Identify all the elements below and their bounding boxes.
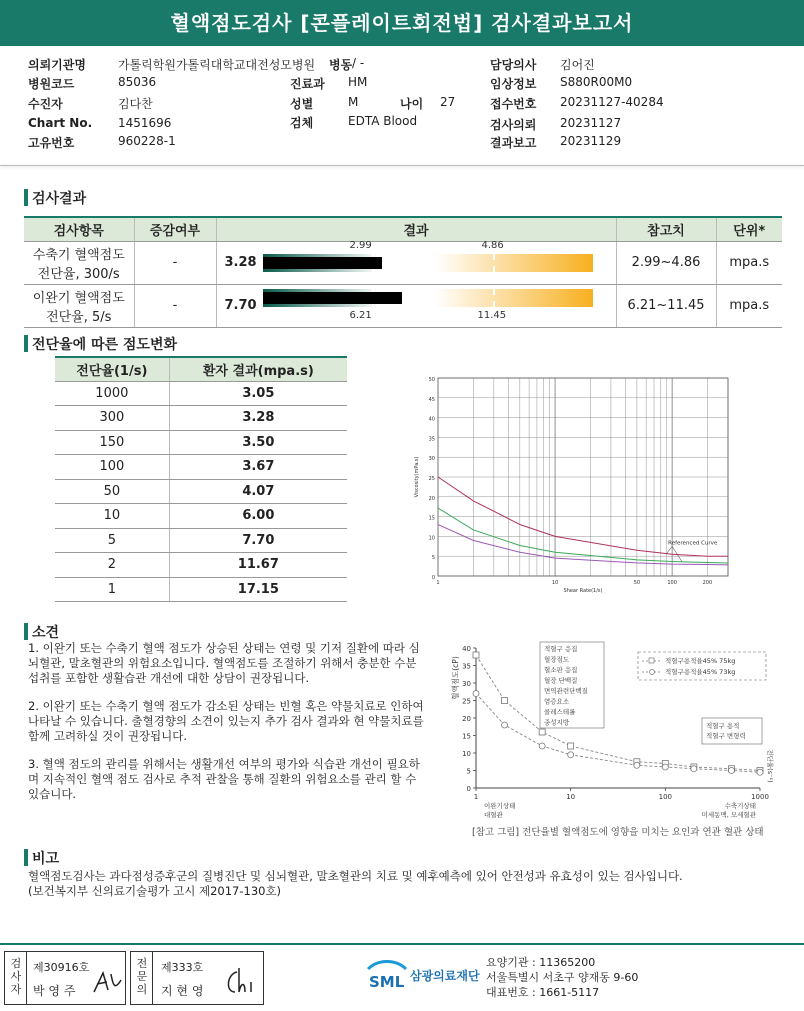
shear-table (55, 356, 347, 602)
org-contact (486, 955, 638, 1000)
unit: mpa.s (716, 284, 782, 327)
institution-label: 의뢰기관명 (28, 58, 86, 72)
factor-up-label: 혈장 단백질 (544, 676, 578, 685)
data-point (568, 752, 574, 758)
shear-rate: 10 (55, 504, 169, 529)
expert-name: 지 현 영 (161, 984, 204, 998)
y-tick-label: 5 (466, 767, 471, 776)
change-flag: - (134, 241, 216, 284)
shear-value: 11.67 (169, 553, 347, 578)
result-bar (217, 285, 616, 327)
x-right-label: 미세동맥, 모세혈관 (701, 811, 756, 819)
request-label: 검사의뢰 (490, 118, 537, 132)
sml-logo-icon (366, 957, 408, 991)
x-tick-label: 1000 (751, 793, 769, 801)
legend-marker (650, 670, 655, 675)
note-section-title: 비고 (24, 848, 59, 868)
result-fill (263, 257, 382, 269)
expert-box (130, 951, 264, 1005)
x-tick-label: 100 (667, 580, 677, 586)
data-point (757, 769, 763, 775)
y-tick-label: 10 (462, 750, 471, 758)
result-bar (217, 239, 616, 284)
y-tick-label: 0 (431, 575, 435, 581)
doctor-value: 김어진 (560, 58, 595, 72)
y-tick-label: 20 (428, 495, 435, 502)
uid-label: 고유번호 (28, 136, 75, 150)
note-line-1: 혈액점도검사는 과다점성증후군의 질병진단 및 심뇌혈관, 말초혈관의 치료 및 예후예측에 있어 안전성과 유효성이 있는 검사입니다. (28, 869, 683, 883)
factor-up-label: 면역관련단백질 (544, 687, 588, 695)
remark-2: 2. 이완기 또는 수축기 혈액 점도가 감소된 상태는 빈혈 혹은 약물치료로 인하여 나타날 수 있습니다. 출혈경향의 소견이 있는지 추가 검사 결과와 현 약물치료를 함께 고려하실 것이 권장됩니다. (28, 699, 424, 743)
table-row (55, 553, 347, 578)
y-tick-label: 25 (428, 476, 435, 482)
data-point (473, 652, 479, 658)
factor-up-label: 혈장점도 (544, 655, 570, 664)
table-row (24, 241, 782, 284)
x-tick-label: 10 (566, 793, 576, 801)
test-name: 수축기 혈액점도 (32, 247, 125, 263)
tester-no: 제30916호 (33, 961, 90, 974)
x-tick-label: 200 (702, 580, 713, 586)
y-axis-right-label: 전단율(s⁻¹) (766, 749, 774, 783)
y-tick-label: 10 (428, 535, 435, 542)
result-fill (263, 292, 402, 304)
x-left-label: 대혈관 (484, 811, 503, 819)
report-date-value: 20231129 (560, 134, 622, 148)
results-header: 증감여부 (134, 217, 216, 241)
viscosity-curve-chart (410, 372, 740, 597)
report-date-label: 결과보고 (490, 136, 537, 150)
factor-up-label: 혈소판 응집 (544, 666, 578, 674)
result-value: 7.70 (224, 297, 257, 313)
table-row (55, 577, 347, 602)
shear-header: 전단율(1/s) (55, 357, 169, 381)
legend-label: 적혈구용적율45% 75kg (665, 657, 736, 665)
sex-label: 성별 (290, 97, 314, 111)
results-header: 단위* (716, 217, 782, 241)
shear-value: 3.05 (169, 381, 347, 406)
table-row (24, 284, 782, 327)
legend-marker (649, 658, 654, 663)
y-tick-label: 30 (428, 456, 435, 463)
factor-down-label: 적혈구 용적 (706, 722, 740, 730)
ref-low-tick: 6.21 (349, 309, 372, 321)
shear-rate: 1 (55, 577, 169, 602)
shear-value: 3.50 (169, 430, 347, 455)
specimen-label: 검체 (290, 116, 314, 130)
factor-up-label: 콜레스테롤 (544, 708, 576, 716)
x-right-label: 수축기상태 (724, 802, 756, 810)
data-point (473, 691, 479, 697)
remarks-text (28, 641, 428, 815)
x-axis-label: Shear Rate(1/s) (563, 588, 603, 594)
y-tick-label: 35 (462, 662, 471, 671)
tester-label: 검사자 (10, 957, 22, 996)
data-point (729, 768, 735, 774)
reference-figure-chart (440, 638, 780, 838)
data-point (539, 743, 545, 749)
y-axis-label: 혈액점도(cP) (451, 656, 460, 700)
factor-up-label: 적혈구 응집 (544, 645, 578, 653)
data-point (539, 729, 545, 735)
y-tick-label: 0 (466, 785, 471, 793)
shear-value: 3.67 (169, 455, 347, 480)
shear-value: 7.70 (169, 528, 347, 553)
table-row (55, 528, 347, 553)
y-tick-label: 35 (428, 436, 435, 443)
x-left-label: 이완기상태 (484, 802, 516, 810)
age-label: 나이 (400, 97, 424, 111)
y-axis-label: Viscosity(mPa.s) (414, 456, 420, 498)
x-tick-label: 1 (473, 793, 479, 801)
x-tick-label: 1 (436, 580, 440, 586)
patient-label: 수진자 (28, 97, 63, 111)
expert-label-cell (131, 952, 153, 1004)
unit: mpa.s (716, 241, 782, 284)
y-tick-label: 5 (431, 555, 435, 562)
shear-rate: 300 (55, 406, 169, 431)
tester-box (4, 951, 126, 1005)
shear-rate: 150 (55, 430, 169, 455)
report-title: 혈액점도검사 [콘플레이트회전법] 검사결과보고서 (0, 0, 804, 46)
change-flag: - (134, 284, 216, 327)
ref-high-tick: 4.86 (481, 239, 504, 251)
x-tick-label: 10 (551, 580, 559, 586)
care-code: 요양기관 : 11365200 (486, 956, 596, 969)
factor-up-label: 염증요소 (544, 697, 570, 706)
remark-3: 3. 혈액 점도의 관리를 위해서는 생활개선 여부의 평가와 식습관 개선이 필요하며 지속적인 혈액 점도 검사로 추적 관찰을 통해 질환의 위험요소를 관리 할 수 있습니다. (28, 757, 420, 801)
ward-label: 병동 (329, 58, 353, 72)
shear-rate: 100 (55, 455, 169, 480)
hospital-code-value: 85036 (118, 75, 157, 89)
receipt-value: 20231127-40284 (560, 95, 664, 109)
shear-value: 6.00 (169, 504, 347, 529)
tester-label-cell (5, 952, 27, 1004)
org-name: 삼광의료재단 (410, 969, 480, 983)
y-tick-label: 25 (462, 697, 471, 706)
ref-high-line (493, 254, 495, 272)
result-value: 3.28 (224, 254, 257, 270)
institution-value: 가톨릭학원가톨릭대학교대전성모병원 (118, 58, 316, 72)
shear-rate: 50 (55, 479, 169, 504)
org-phone: 대표번호 : 1661-5117 (486, 986, 600, 999)
divider (0, 165, 804, 166)
tester-name: 박 영 주 (33, 984, 76, 998)
footer (0, 943, 804, 1011)
test-subname: 전단율, 300/s (37, 266, 120, 282)
results-header: 검사항목 (24, 217, 134, 241)
y-tick-label: 40 (462, 645, 471, 653)
doctor-label: 담당의사 (490, 58, 537, 72)
dept-value: HM (348, 75, 368, 89)
table-row (55, 406, 347, 431)
results-header: 결과 (216, 217, 616, 241)
note-text (28, 869, 683, 899)
patient-value: 김다찬 (118, 97, 153, 111)
remark-1: 1. 이완기 또는 수축기 혈액 점도가 상승된 상태는 연령 및 기저 질환에 따라 심뇌혈관, 말초혈관의 위험요소입니다. 혈액점도를 조절하기 위해서 충분한 수분 섭취를 포함한 생활습관 개선에 대한 상담이 권장됩니다. (28, 641, 420, 685)
data-point (501, 698, 507, 704)
expert-no: 제333호 (161, 961, 204, 974)
shear-value: 4.07 (169, 479, 347, 504)
tester-signature (91, 968, 125, 998)
table-row (55, 479, 347, 504)
patient-info (0, 52, 804, 164)
ref-low-tick: 2.99 (349, 239, 372, 251)
y-tick-label: 45 (428, 396, 435, 403)
annotation-label: Referenced Curve (668, 540, 718, 547)
sex-value: M (348, 95, 359, 109)
specimen-value: EDTA Blood (348, 114, 418, 128)
test-subname: 전단율, 5/s (46, 309, 112, 325)
shear-value: 17.15 (169, 577, 347, 602)
shear-rate: 1000 (55, 381, 169, 406)
chart-label: Chart No. (28, 116, 93, 130)
test-name: 이완기 혈액점도 (32, 290, 125, 306)
note-line-2: (보건복지부 신의료기술평가 고시 제2017-130호) (28, 884, 282, 898)
y-tick-label: 15 (428, 515, 435, 522)
y-tick-label: 50 (428, 377, 435, 383)
y-tick-label: 20 (462, 715, 471, 723)
results-section-title: 검사결과 (24, 188, 86, 208)
request-value: 20231127 (560, 116, 622, 130)
receipt-label: 접수번호 (490, 97, 537, 111)
shear-value: 3.28 (169, 406, 347, 431)
table-row (55, 504, 347, 529)
factor-up-label: 중성지방 (544, 718, 570, 727)
figure-caption: [참고 그림] 전단율별 혈액점도에 영향을 미치는 요인과 연관 혈관 상태 (472, 827, 764, 838)
age-value: 27 (440, 95, 456, 109)
clinical-label: 임상정보 (490, 77, 537, 91)
y-tick-label: 30 (462, 680, 471, 688)
shear-rate: 2 (55, 553, 169, 578)
y-tick-label: 15 (462, 732, 471, 741)
table-row (55, 381, 347, 406)
uid-value: 960228-1 (118, 134, 176, 148)
shear-rate: 5 (55, 528, 169, 553)
x-tick-label: 100 (658, 793, 673, 801)
hospital-code-label: 병원코드 (28, 77, 75, 91)
ref-high-tick: 11.45 (477, 309, 507, 321)
table-row (55, 430, 347, 455)
data-point (691, 766, 697, 772)
results-table (24, 216, 782, 328)
data-point (634, 762, 640, 768)
dept-label: 진료과 (290, 77, 325, 91)
ref-range: 2.99~4.86 (616, 241, 716, 284)
y-tick-label: 40 (428, 416, 435, 423)
x-tick-label: 50 (633, 580, 641, 586)
table-row (55, 455, 347, 480)
data-point (662, 764, 668, 770)
ref-high-line (493, 289, 495, 307)
chart-value: 1451696 (118, 116, 172, 130)
remarks-section-title: 소견 (24, 622, 59, 642)
shear-header: 환자 결과(mpa.s) (169, 357, 347, 381)
expert-signature (223, 964, 259, 998)
clinical-value: S880R00M0 (560, 75, 633, 89)
ward-value: / - (352, 56, 365, 70)
expert-label: 전문의 (136, 957, 148, 996)
ref-range: 6.21~11.45 (616, 284, 716, 327)
shear-section-title: 전단율에 따른 점도변화 (24, 334, 177, 354)
results-header: 참고치 (616, 217, 716, 241)
logo-text: SML (369, 973, 405, 991)
data-point (501, 722, 507, 728)
org-address: 서울특별시 서초구 양재동 9-60 (486, 971, 639, 984)
factor-down-label: 적혈구 변형력 (706, 732, 746, 740)
data-point (568, 743, 574, 749)
legend-label: 적혈구용적율45% 73kg (665, 668, 736, 676)
